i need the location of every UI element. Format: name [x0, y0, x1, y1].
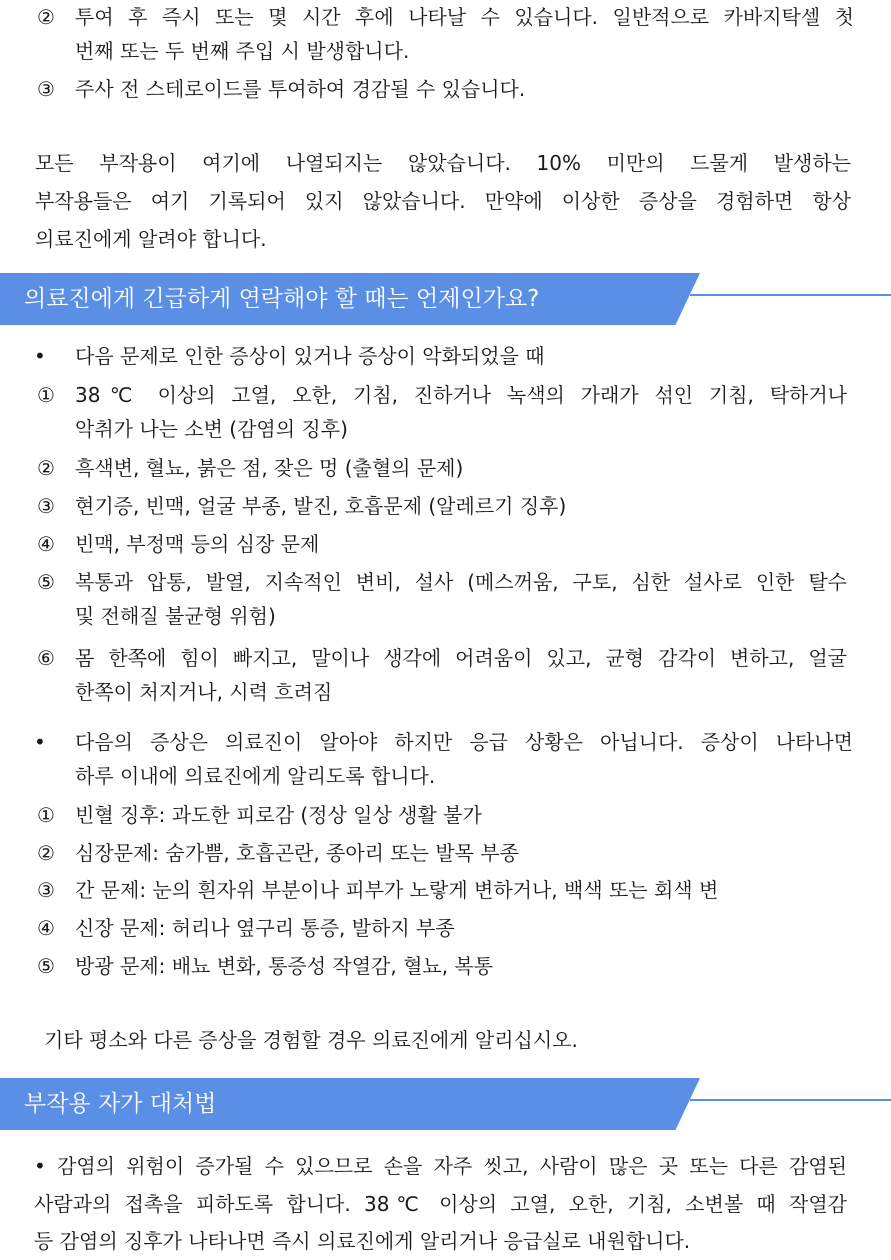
bullet-icon: •	[34, 344, 46, 368]
header-rule	[690, 1099, 891, 1101]
item-text-line: 흑색변, 혈뇨, 붉은 점, 잦은 멍 (출혈의 문제)	[75, 456, 464, 480]
item-marker: ④	[37, 532, 55, 556]
note-paragraph-line: 부작용들은 여기 기록되어 있지 않았습니다. 만약에 이상한 증상을 경험하면 항상	[35, 189, 851, 213]
item-text-line: 한쪽이 처지거나, 시력 흐려짐	[75, 680, 333, 704]
bullet-text-line: 다음의 증상은 의료진이 알아야 하지만 응급 상황은 아닙니다. 증상이 나타나면	[75, 730, 853, 754]
item-text-line: 번째 또는 두 번째 주입 시 발생합니다.	[75, 39, 410, 63]
bullet-icon: •	[34, 730, 46, 754]
item-marker: ③	[37, 77, 55, 101]
item-marker: ③	[37, 878, 55, 902]
item-text-line: 38℃ 이상의 고열, 오한, 기침, 진하거나 녹색의 가래가 섞인 기침, 탁하거나	[75, 383, 847, 407]
section-title: 의료진에게 긴급하게 연락해야 할 때는 언제인가요?	[24, 286, 540, 312]
item-marker: ②	[37, 5, 55, 29]
item-text-line: 빈맥, 부정맥 등의 심장 문제	[75, 532, 320, 556]
bullet-text-line: 하루 이내에 의료진에게 알리도록 합니다.	[75, 764, 436, 788]
self-care-line: 등 감염의 징후가 나타나면 즉시 의료진에게 알리거나 응급실로 내원합니다.	[34, 1229, 691, 1253]
item-text-line: 간 문제: 눈의 흰자위 부분이나 피부가 노랗게 변하거나, 백색 또는 회색 변	[75, 878, 719, 902]
item-marker: ②	[37, 456, 55, 480]
item-marker: ⑤	[37, 954, 55, 978]
item-marker: ①	[37, 803, 55, 827]
note-paragraph-line: 의료진에게 알려야 합니다.	[35, 227, 267, 251]
item-marker: ⑤	[37, 570, 55, 594]
bullet-text: 다음 문제로 인한 증상이 있거나 증상이 악화되었을 때	[75, 344, 545, 368]
closing-text: 기타 평소와 다른 증상을 경험할 경우 의료진에게 알리십시오.	[44, 1028, 578, 1052]
item-text-line: 현기증, 빈맥, 얼굴 부종, 발진, 호흡문제 (알레르기 징후)	[75, 494, 567, 518]
item-text-line: 악취가 나는 소변 (감염의 징후)	[75, 417, 348, 441]
item-marker: ②	[37, 841, 55, 865]
item-text-line: 및 전해질 불균형 위험)	[75, 604, 276, 628]
item-marker: ⑥	[37, 646, 55, 670]
item-text-line: 투여 후 즉시 또는 몇 시간 후에 나타날 수 있습니다. 일반적으로 카바지탁셀 첫	[75, 5, 854, 29]
section-title: 부작용 자가 대처법	[24, 1091, 217, 1117]
item-marker: ③	[37, 494, 55, 518]
section-header-urgent	[0, 273, 891, 325]
item-text-line: 주사 전 스테로이드를 투여하여 경감될 수 있습니다.	[75, 77, 526, 101]
item-text-line: 복통과 압통, 발열, 지속적인 변비, 설사 (메스꺼움, 구토, 심한 설사로 인한 탈수	[75, 570, 847, 594]
item-text-line: 방광 문제: 배뇨 변화, 통증성 작열감, 혈뇨, 복통	[75, 954, 494, 978]
self-care-line: • 감염의 위험이 증가될 수 있으므로 손을 자주 씻고, 사람이 많은 곳 또는 다른 감염된	[34, 1154, 847, 1178]
item-marker: ④	[37, 916, 55, 940]
item-text-line: 몸 한쪽에 힘이 빠지고, 말이나 생각에 어려움이 있고, 균형 감각이 변하고, 얼굴	[75, 646, 847, 670]
self-care-line: 사람과의 접촉을 피하도록 합니다. 38℃ 이상의 고열, 오한, 기침, 소변볼 때 작열감	[34, 1192, 847, 1216]
section-header-self-care	[0, 1078, 891, 1130]
item-text-line: 빈혈 징후: 과도한 피로감 (정상 일상 생활 불가	[75, 803, 482, 827]
item-text-line: 심장문제: 숨가쁨, 호흡곤란, 종아리 또는 발목 부종	[75, 841, 519, 865]
header-rule	[690, 294, 891, 296]
item-marker: ①	[37, 383, 55, 407]
item-text-line: 신장 문제: 허리나 옆구리 통증, 발하지 부종	[75, 916, 455, 940]
note-paragraph-line: 모든 부작용이 여기에 나열되지는 않았습니다. 10% 미만의 드물게 발생하는	[35, 151, 851, 175]
